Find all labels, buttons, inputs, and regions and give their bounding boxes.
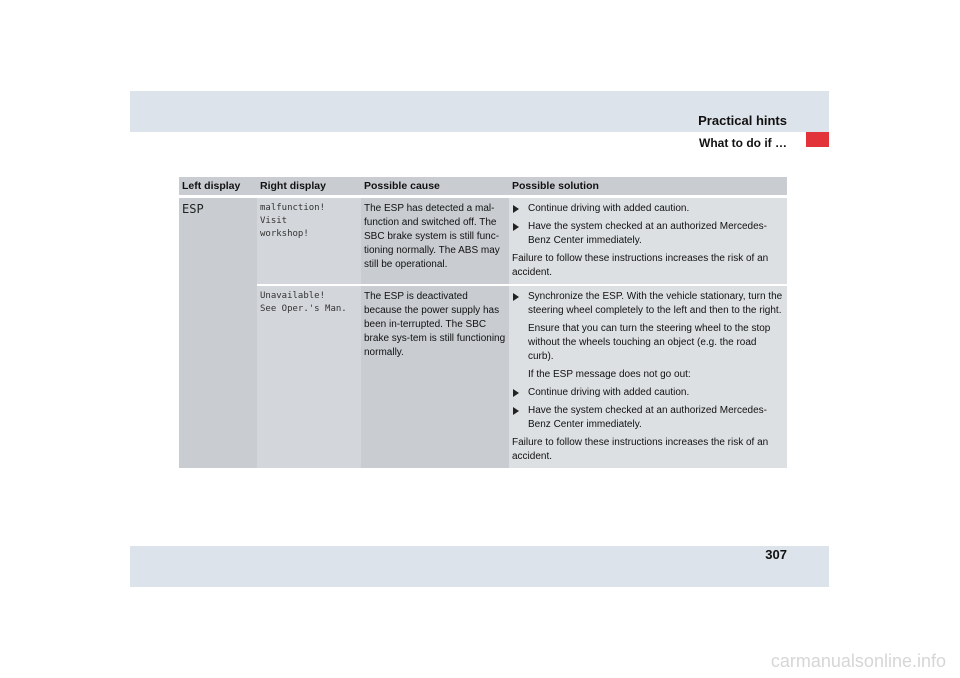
footer-band (130, 546, 829, 587)
column-header-left-display: Left display (179, 177, 257, 197)
section-title: Practical hints (698, 113, 787, 128)
left-display-cell (179, 197, 257, 469)
watermark-text: carmanualsonline.info (770, 651, 946, 671)
column-header-possible-solution: Possible solution (509, 177, 787, 197)
chapter-tab-marker (806, 132, 829, 147)
display-message-line: workshop! (260, 229, 309, 239)
table-header-row (179, 177, 787, 197)
solution-step: Continue driving with added caution. (512, 202, 784, 216)
possible-cause-text: The ESP has detected a mal-function and switched off. The SBC brake system is still func-tioning normally. The ABS may still be operational. (364, 203, 500, 270)
display-message-line: See Oper.'s Man. (260, 304, 347, 314)
bullet-arrow-icon (513, 205, 519, 213)
possible-cause-text: The ESP is deactivated because the power supply has been in-terrupted. The SBC brake sys-tem is still functioning normally. (364, 291, 506, 358)
bullet-arrow-icon (513, 223, 519, 231)
page-number: 307 (765, 547, 787, 562)
display-message-line: Unavailable! (260, 291, 326, 301)
left-display-code: ESP (182, 202, 204, 216)
bullet-arrow-icon (513, 293, 519, 301)
section-subtitle: What to do if … (699, 136, 787, 150)
display-messages-table (179, 177, 787, 468)
column-header-right-display: Right display (257, 177, 361, 197)
possible-solution-cell (509, 285, 787, 468)
display-message-line: malfunction! (260, 203, 326, 213)
right-display-cell (257, 197, 361, 286)
warning-text: Failure to follow these instructions increases the risk of an accident. (512, 253, 769, 278)
right-display-cell (257, 285, 361, 468)
warning-text: Failure to follow these instructions increases the risk of an accident. (512, 437, 769, 462)
solution-step: Have the system checked at an authorized Mercedes-Benz Center immediately. (512, 404, 784, 432)
solution-note: If the ESP message does not go out: (528, 369, 691, 380)
solution-note: Ensure that you can turn the steering wheel to the stop without the wheels touching an object (e.g. the road curb). (528, 323, 771, 362)
possible-solution-cell (509, 197, 787, 286)
column-header-possible-cause: Possible cause (361, 177, 509, 197)
solution-step: Continue driving with added caution. (512, 386, 784, 400)
possible-cause-cell (361, 197, 509, 286)
table-row (179, 197, 787, 286)
bullet-arrow-icon (513, 407, 519, 415)
display-message-line: Visit (260, 216, 288, 226)
possible-cause-cell (361, 285, 509, 468)
table-row (179, 285, 787, 468)
solution-step: Synchronize the ESP. With the vehicle stationary, turn the steering wheel completely to the left and then to the right. (512, 290, 784, 318)
bullet-arrow-icon (513, 389, 519, 397)
solution-step: Have the system checked at an authorized Mercedes-Benz Center immediately. (512, 220, 784, 248)
